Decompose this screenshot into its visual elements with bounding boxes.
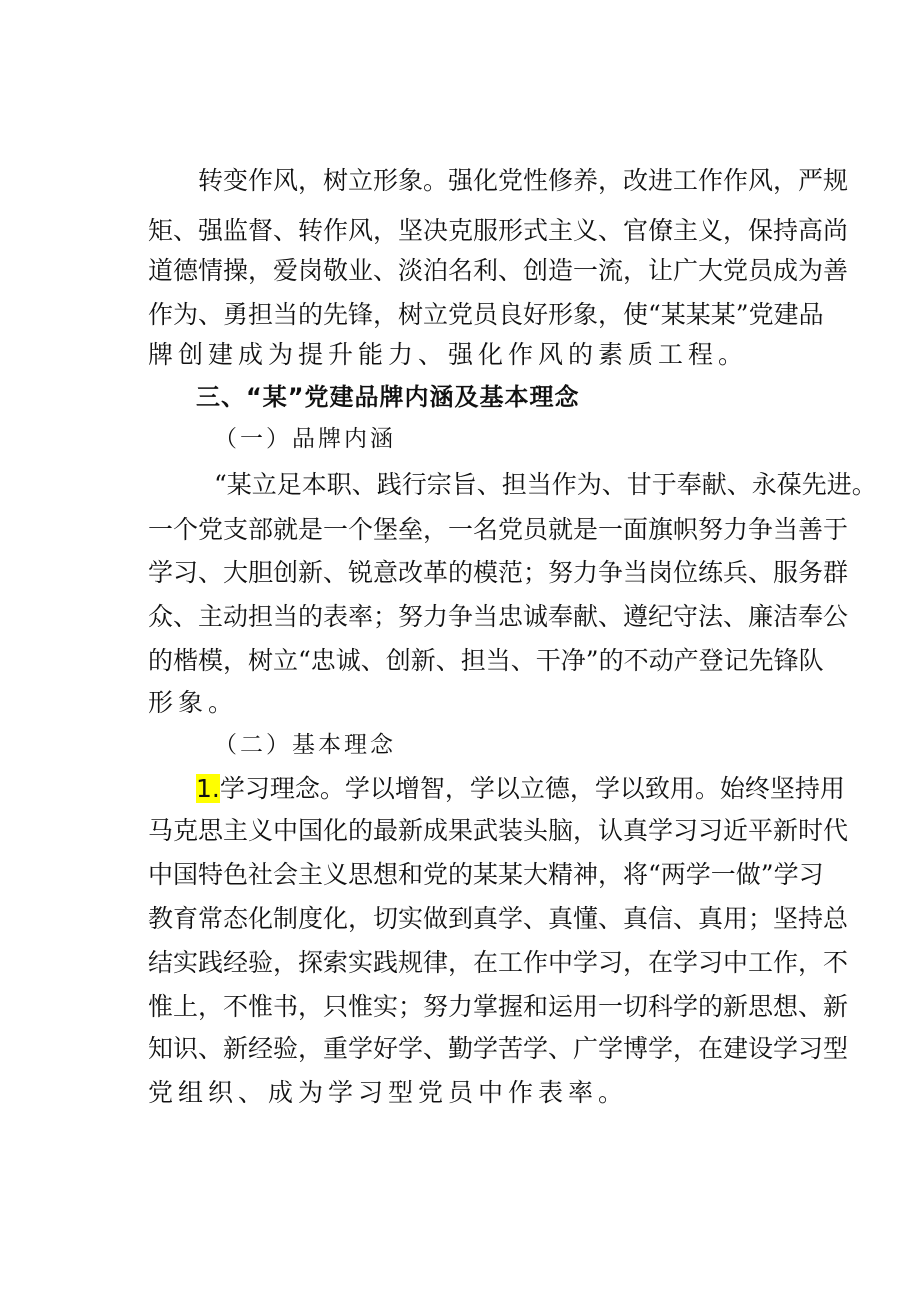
subheading-basic-concepts: （二）基本理念 [214,732,396,758]
para3-line-6: 惟上，不惟书，只惟实；努力掌握和运用一切科学的新思想、新 [148,992,849,1021]
para2-line-1: “某立足本职、践行宗旨、担当作为、甘于奉献、永葆先进。 [214,470,877,499]
para3-line-8: 党组织、成为学习型党员中作表率。 [148,1078,629,1107]
para1-line-3: 道德情操，爱岗敬业、淡泊名利、创造一流，让广大党员成为善 [148,256,849,285]
para1-line-1: 转变作风，树立形象。强化党性修养，改进工作作风，严规 [198,166,849,195]
para3-line-2: 马克思主义中国化的最新成果武装头脑，认真学习习近平新时代 [148,816,849,845]
para1-line-4: 作为、勇担当的先锋，树立党员良好形象，使“某某某”党建品 [148,300,824,329]
para3-line-1-text: 学习理念。学以增智，学以立德，学以致用。始终坚持用 [219,774,845,803]
para1-line-5: 牌创建成为提升能力、强化作风的素质工程。 [148,340,749,369]
para2-line-3: 学习、大胆创新、锐意改革的模范；努力争当岗位练兵、服务群 [148,558,849,587]
para2-line-4: 众、主动担当的表率；努力争当忠诚奉献、遵纪守法、廉洁奉公 [148,602,849,631]
para2-line-2: 一个党支部就是一个堡垒，一名党员就是一面旗帜努力争当善于 [148,515,849,544]
para3-line-5: 结实践经验，探索实践规律，在工作中学习，在学习中工作，不 [148,948,849,977]
para2-line-6: 形象。 [148,688,239,717]
subheading-brand-connotation: （一）品牌内涵 [214,426,396,452]
section-heading: 三、“某”党建品牌内涵及基本理念 [196,383,580,411]
para1-line-2: 矩、强监督、转作风，坚决克服形式主义、官僚主义，保持高尚 [148,216,849,245]
para3-line-3: 中国特色社会主义思想和党的某某大精神，将“两学一做”学习 [148,860,824,889]
para3-line-4: 教育常态化制度化，切实做到真学、真懂、真信、真用；坚持总 [148,904,849,933]
highlighted-number: 1. [196,774,220,803]
para2-line-5: 的楷模，树立“忠诚、创新、担当、干净”的不动产登记先锋队 [148,646,824,675]
para3-line-7: 知识、新经验，重学好学、勤学苦学、广学博学，在建设学习型 [148,1034,849,1063]
